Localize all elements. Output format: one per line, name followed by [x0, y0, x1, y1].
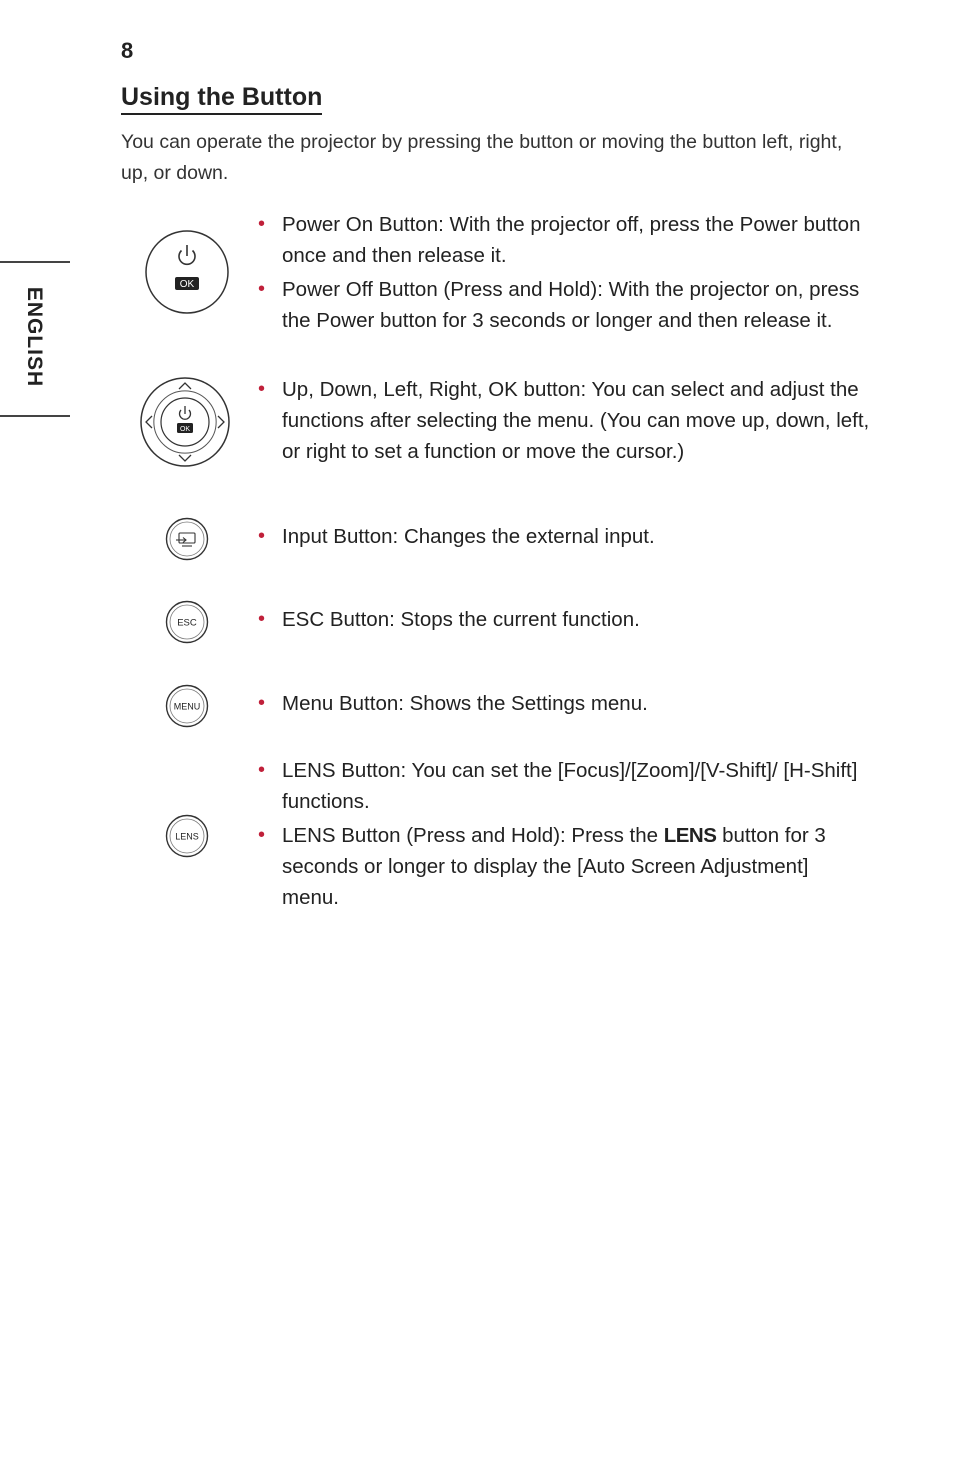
menu-button-icon [165, 684, 209, 728]
list-item: • Power On Button: With the projector off, press the Power button once and then release it. [258, 213, 861, 267]
intro-paragraph: You can operate the projector by pressing the button or moving the button left, right, up, or down. [121, 131, 843, 184]
lens-label: LENS [175, 831, 199, 842]
esc-button-icon [165, 600, 209, 644]
lens-button-reference: LENS [663, 824, 717, 847]
ok-label: OK [179, 279, 195, 290]
lens-button-icon [165, 814, 209, 858]
input-button-icon [165, 517, 209, 561]
list-item: • Up, Down, Left, Right, OK button: You can select and adjust the functions after selecting the menu. (You can move up, down, left, or right to set a function or move the cursor.) [258, 378, 870, 463]
list-item: • LENS Button (Press and Hold): Press the LENS button for 3 seconds or longer to display the [Auto Screen Adjustment] menu. [258, 824, 826, 909]
language-side-tab-label: ENGLISH [23, 286, 46, 388]
esc-label: ESC [177, 617, 197, 629]
page-number: 8 [121, 38, 134, 63]
input-bullets [258, 521, 870, 555]
menu-label: MENU [173, 701, 201, 712]
lens-bullets [258, 755, 870, 916]
list-item: • Power Off Button (Press and Hold): With the projector on, press the Power button for 3 seconds or longer and then release it. [258, 278, 860, 332]
power-bullets [258, 209, 870, 339]
page-title: Using the Button [121, 82, 322, 115]
power-ok-button-icon [144, 230, 230, 316]
joystick-button-icon [139, 376, 231, 468]
list-item: • Menu Button: Shows the Settings menu. [258, 692, 648, 715]
joystick-ok-label: OK [179, 426, 191, 433]
list-item: • LENS Button: You can set the [Focus]/[Zoom]/[V-Shift]/ [H-Shift] functions. [258, 759, 858, 813]
esc-bullets [258, 604, 870, 638]
menu-bullets [258, 688, 870, 722]
navigation-bullets [258, 374, 870, 470]
list-item: • ESC Button: Stops the current function. [258, 608, 640, 631]
list-item: • Input Button: Changes the external input. [258, 525, 655, 548]
